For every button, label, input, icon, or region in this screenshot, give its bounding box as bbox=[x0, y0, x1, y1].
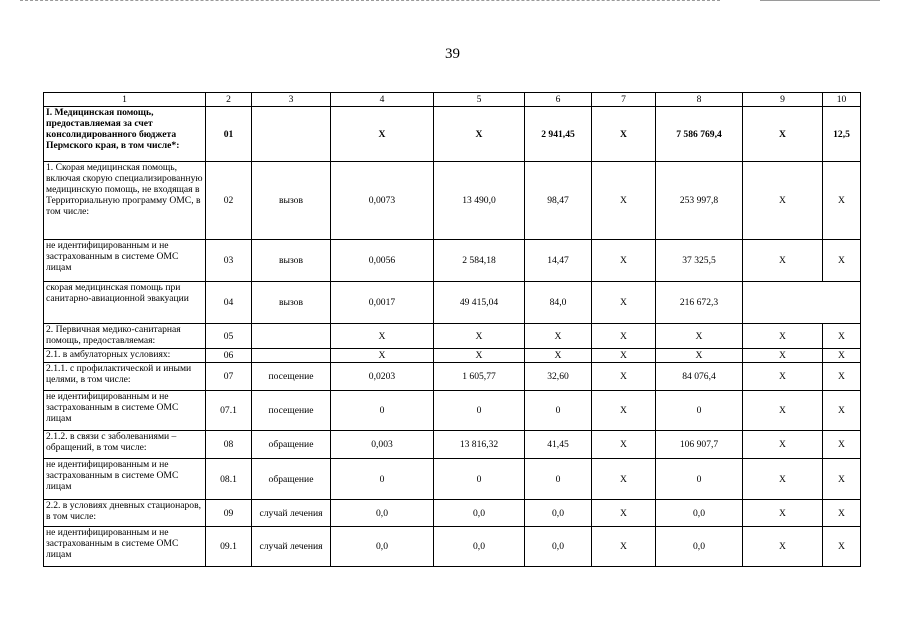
cell-col4: X bbox=[331, 349, 434, 363]
cell-col8: 37 325,5 bbox=[656, 240, 743, 282]
unit-cell: обращение bbox=[252, 431, 331, 459]
cell-col8: 253 997,8 bbox=[656, 162, 743, 240]
unit-cell: посещение bbox=[252, 363, 331, 391]
unit-cell bbox=[252, 107, 331, 162]
table-row bbox=[44, 107, 861, 162]
cell-col10: X bbox=[823, 431, 861, 459]
cell-col5: 0 bbox=[434, 459, 525, 500]
cell-col7: X bbox=[592, 459, 656, 500]
cell-col6: X bbox=[525, 324, 592, 349]
cell-col4: 0 bbox=[331, 459, 434, 500]
unit-cell: случай лечения bbox=[252, 500, 331, 527]
cell-col7: X bbox=[592, 162, 656, 240]
row-name: скорая медицинская помощь при санитарно-авиационной эвакуации bbox=[44, 282, 206, 324]
header-cell: 3 bbox=[252, 93, 331, 107]
row-code: 08 bbox=[206, 431, 252, 459]
header-cell: 10 bbox=[823, 93, 861, 107]
row-code: 05 bbox=[206, 324, 252, 349]
cell-col7: X bbox=[592, 349, 656, 363]
cell-col8: 216 672,3 bbox=[656, 282, 743, 324]
row-code: 06 bbox=[206, 349, 252, 363]
scan-edge-line bbox=[760, 0, 880, 2]
cell-col8: 0 bbox=[656, 459, 743, 500]
cell-col4: 0,003 bbox=[331, 431, 434, 459]
cell-col9: X bbox=[743, 324, 823, 349]
row-code: 01 bbox=[206, 107, 252, 162]
cell-col9: X bbox=[743, 527, 823, 567]
cell-col10: X bbox=[823, 500, 861, 527]
unit-cell: вызов bbox=[252, 162, 331, 240]
cell-col4: 0,0203 bbox=[331, 363, 434, 391]
row-name: не идентифицированным и не застрахованным в системе ОМС лицам bbox=[44, 527, 206, 567]
cell-col5: 0,0 bbox=[434, 500, 525, 527]
unit-cell bbox=[252, 349, 331, 363]
cell-col5: 49 415,04 bbox=[434, 282, 525, 324]
cell-col4: 0,0056 bbox=[331, 240, 434, 282]
row-code: 07 bbox=[206, 363, 252, 391]
cell-col7: X bbox=[592, 527, 656, 567]
header-cell: 1 bbox=[44, 93, 206, 107]
unit-cell: случай лечения bbox=[252, 527, 331, 567]
unit-cell: вызов bbox=[252, 240, 331, 282]
header-cell: 2 bbox=[206, 93, 252, 107]
cell-col9: X bbox=[743, 391, 823, 431]
cell-col10: X bbox=[823, 391, 861, 431]
cell-col7: X bbox=[592, 107, 656, 162]
table-row bbox=[44, 527, 861, 567]
cell-col9: X bbox=[743, 107, 823, 162]
row-code: 03 bbox=[206, 240, 252, 282]
cell-col6: 98,47 bbox=[525, 162, 592, 240]
row-name: 2.1.2. в связи с заболеваниями – обращений, в том числе: bbox=[44, 431, 206, 459]
empty-cell bbox=[823, 282, 861, 324]
unit-cell: вызов bbox=[252, 282, 331, 324]
cell-col5: 0,0 bbox=[434, 527, 525, 567]
cell-col6: 41,45 bbox=[525, 431, 592, 459]
cell-col5: 1 605,77 bbox=[434, 363, 525, 391]
table-row bbox=[44, 240, 861, 282]
cell-col6: 0 bbox=[525, 459, 592, 500]
cell-col7: X bbox=[592, 363, 656, 391]
cell-col7: X bbox=[592, 240, 656, 282]
cell-col10: X bbox=[823, 459, 861, 500]
cell-col10: 12,5 bbox=[823, 107, 861, 162]
cell-col7: X bbox=[592, 324, 656, 349]
column-number-row bbox=[44, 93, 861, 107]
row-code: 04 bbox=[206, 282, 252, 324]
row-code: 09 bbox=[206, 500, 252, 527]
table-row bbox=[44, 500, 861, 527]
cell-col9: X bbox=[743, 459, 823, 500]
cell-col10: X bbox=[823, 363, 861, 391]
budget-table bbox=[43, 92, 861, 567]
table-row bbox=[44, 162, 861, 240]
cell-col6: 0 bbox=[525, 391, 592, 431]
header-cell: 4 bbox=[331, 93, 434, 107]
cell-col6: X bbox=[525, 349, 592, 363]
row-code: 08.1 bbox=[206, 459, 252, 500]
cell-col10: X bbox=[823, 162, 861, 240]
row-name: 2.1.1. с профилактической и иными целями, в том числе: bbox=[44, 363, 206, 391]
table-row bbox=[44, 363, 861, 391]
row-code: 07.1 bbox=[206, 391, 252, 431]
page-number: 39 bbox=[445, 46, 460, 62]
header-cell: 7 bbox=[592, 93, 656, 107]
row-name: 2.2. в условиях дневных стационаров, в том числе: bbox=[44, 500, 206, 527]
cell-col5: 0 bbox=[434, 391, 525, 431]
cell-col6: 0,0 bbox=[525, 527, 592, 567]
cell-col10: X bbox=[823, 527, 861, 567]
cell-col7: X bbox=[592, 282, 656, 324]
cell-col4: 0,0 bbox=[331, 500, 434, 527]
cell-col9: X bbox=[743, 363, 823, 391]
header-cell: 8 bbox=[656, 93, 743, 107]
table-row bbox=[44, 349, 861, 363]
unit-cell: посещение bbox=[252, 391, 331, 431]
cell-col6: 2 941,45 bbox=[525, 107, 592, 162]
cell-col9: X bbox=[743, 431, 823, 459]
cell-col6: 84,0 bbox=[525, 282, 592, 324]
table-row bbox=[44, 431, 861, 459]
row-name: 1. Скорая медицинская помощь, включая скорую специализированную медицинскую помощь, не входящая в Территориальную программу ОМС, в том числе: bbox=[44, 162, 206, 240]
header-cell: 6 bbox=[525, 93, 592, 107]
row-code: 02 bbox=[206, 162, 252, 240]
cell-col8: 0,0 bbox=[656, 500, 743, 527]
cell-col8: 84 076,4 bbox=[656, 363, 743, 391]
row-name: не идентифицированным и не застрахованным в системе ОМС лицам bbox=[44, 459, 206, 500]
table-row bbox=[44, 459, 861, 500]
cell-col9: X bbox=[743, 162, 823, 240]
cell-col5: 2 584,18 bbox=[434, 240, 525, 282]
cell-col5: X bbox=[434, 324, 525, 349]
header-cell: 9 bbox=[743, 93, 823, 107]
cell-col10: X bbox=[823, 349, 861, 363]
cell-col5: X bbox=[434, 349, 525, 363]
row-name: не идентифицированным и не застрахованным в системе ОМС лицам bbox=[44, 391, 206, 431]
cell-col7: X bbox=[592, 391, 656, 431]
cell-col9: X bbox=[743, 349, 823, 363]
unit-cell: обращение bbox=[252, 459, 331, 500]
cell-col4: X bbox=[331, 107, 434, 162]
cell-col7: X bbox=[592, 431, 656, 459]
cell-col9: X bbox=[743, 500, 823, 527]
cell-col6: 14,47 bbox=[525, 240, 592, 282]
scan-edge-line bbox=[20, 0, 720, 2]
cell-col4: X bbox=[331, 324, 434, 349]
cell-col8: 0 bbox=[656, 391, 743, 431]
cell-col4: 0,0073 bbox=[331, 162, 434, 240]
cell-col8: X bbox=[656, 324, 743, 349]
table-row bbox=[44, 324, 861, 349]
cell-col9: X bbox=[743, 240, 823, 282]
row-code: 09.1 bbox=[206, 527, 252, 567]
cell-col10: X bbox=[823, 324, 861, 349]
cell-col8: 106 907,7 bbox=[656, 431, 743, 459]
cell-col8: 7 586 769,4 bbox=[656, 107, 743, 162]
cell-col4: 0 bbox=[331, 391, 434, 431]
row-name: 2.1. в амбулаторных условиях: bbox=[44, 349, 206, 363]
empty-cell bbox=[743, 282, 823, 324]
cell-col6: 0,0 bbox=[525, 500, 592, 527]
cell-col8: X bbox=[656, 349, 743, 363]
cell-col5: 13 490,0 bbox=[434, 162, 525, 240]
header-cell: 5 bbox=[434, 93, 525, 107]
table-row bbox=[44, 391, 861, 431]
row-name: 2. Первичная медико-санитарная помощь, предоставляемая: bbox=[44, 324, 206, 349]
cell-col10: X bbox=[823, 240, 861, 282]
cell-col5: 13 816,32 bbox=[434, 431, 525, 459]
cell-col6: 32,60 bbox=[525, 363, 592, 391]
cell-col4: 0,0017 bbox=[331, 282, 434, 324]
cell-col5: X bbox=[434, 107, 525, 162]
cell-col8: 0,0 bbox=[656, 527, 743, 567]
cell-col4: 0,0 bbox=[331, 527, 434, 567]
cell-col7: X bbox=[592, 500, 656, 527]
table-row bbox=[44, 282, 861, 324]
row-name: I. Медицинская помощь, предоставляемая за счет консолидированного бюджета Пермского края, в том числе*: bbox=[44, 107, 206, 162]
row-name: не идентифицированным и не застрахованным в системе ОМС лицам bbox=[44, 240, 206, 282]
unit-cell bbox=[252, 324, 331, 349]
